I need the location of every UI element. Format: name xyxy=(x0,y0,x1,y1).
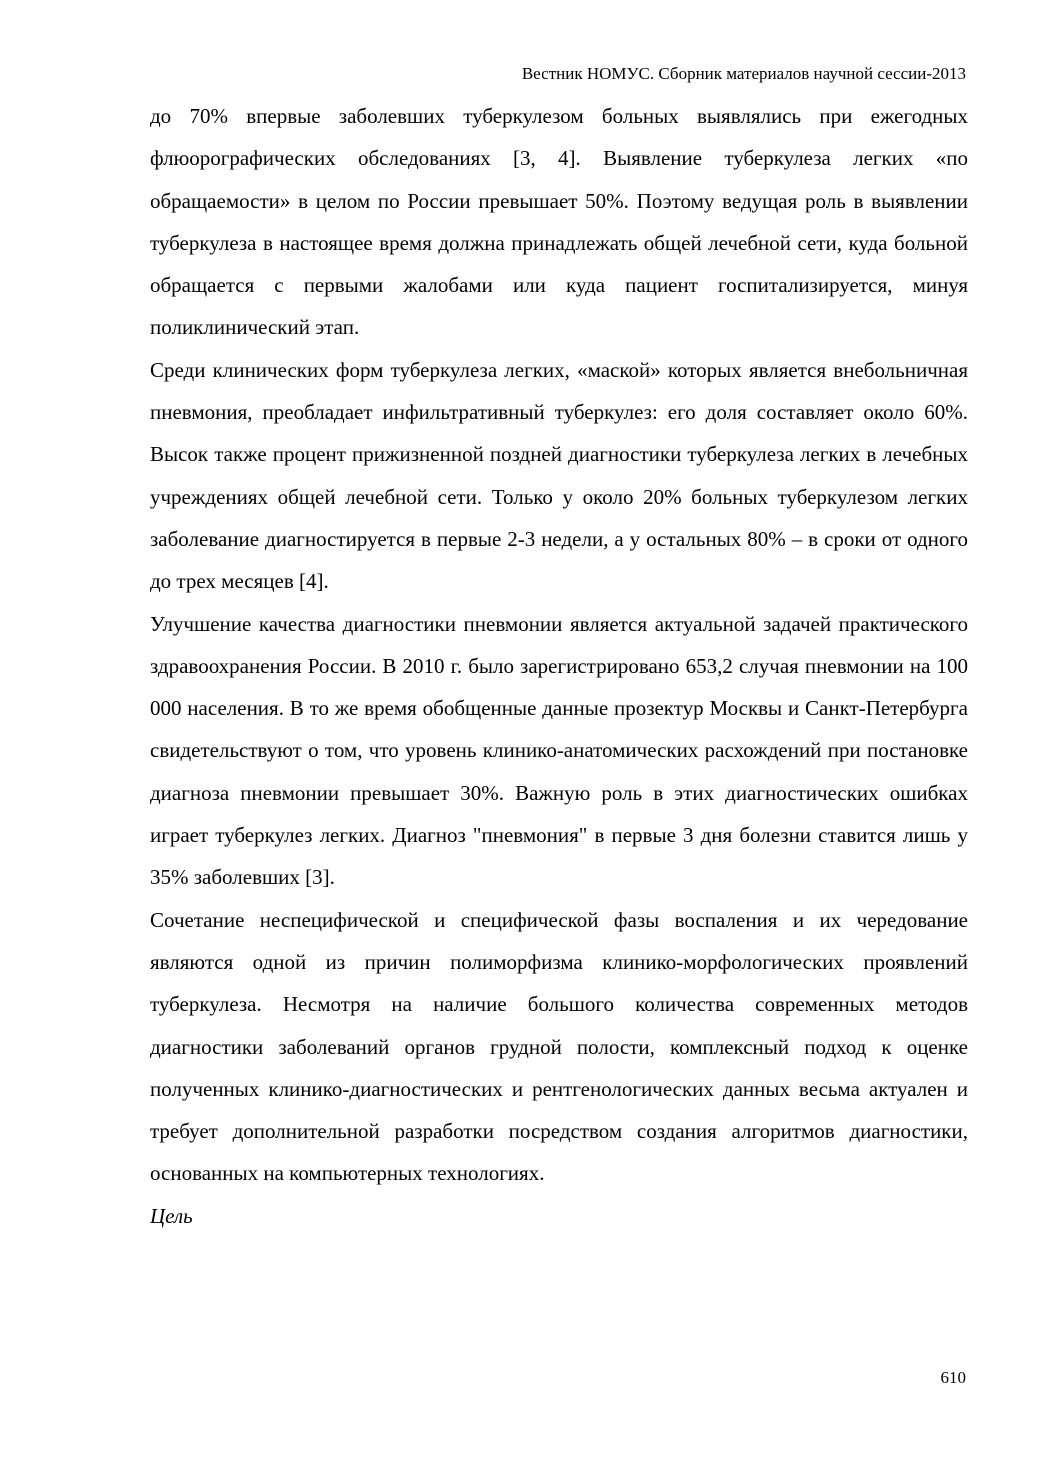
paragraph-2: Среди клинических форм туберкулеза легких, «маской» которых является внебольничная пневмония, преобладает инфильтративный туберкулез: его доля составляет около 60%. Высок также процент прижизненной поздней диагностики туберкулеза легких в лечебных учреждениях общей лечебной сети. Только у около 20% больных туберкулезом легких заболевание диагностируется в первые 2-3 недели, а у остальных 80% – в сроки от одного до трех месяцев [4]. xyxy=(150,357,968,594)
running-header: Вестник НОМУС. Сборник материалов научной сессии-2013 xyxy=(521,64,966,83)
body-text xyxy=(150,95,968,1237)
paragraph-3: Улучшение качества диагностики пневмонии является актуальной задачей практического здравоохранения России. В 2010 г. было зарегистрировано 653,2 случая пневмонии на 100 000 населения. В то же время обобщенные данные прозектур Москвы и Санкт-Петербурга свидетельствуют о том, что уровень клинико-анатомических расхождений при постановке диагноза пневмонии превышает 30%. Важную роль в этих диагностических ошибках играет туберкулез легких. Диагноз "пневмония" в первые 3 дня болезни ставится лишь у 35% заболевших [3]. xyxy=(150,611,968,890)
page-number: 610 xyxy=(940,1368,966,1387)
section-heading: Цель xyxy=(150,1203,193,1228)
paragraph-4: Сочетание неспецифической и специфической фазы воспаления и их чередование являются одной из причин полиморфизма клинико-морфологических проявлений туберкулеза. Несмотря на наличие большого количества современных методов диагностики заболеваний органов грудной полости, комплексный подход к оценке полученных клинико-диагностических и рентгенологических данных весьма актуален и требует дополнительной разработки посредством создания алгоритмов диагностики, основанных на компьютерных технологиях. xyxy=(150,907,968,1186)
paragraph-1: до 70% впервые заболевших туберкулезом больных выявлялись при ежегодных флюорографических обследованиях [3, 4]. Выявление туберкулеза легких «по обращаемости» в целом по России превышает 50%. Поэтому ведущая роль в выявлении туберкулеза в настоящее время должна принадлежать общей лечебной сети, куда больной обращается с первыми жалобами или куда пациент госпитализируется, минуя поликлинический этап. xyxy=(150,104,968,340)
